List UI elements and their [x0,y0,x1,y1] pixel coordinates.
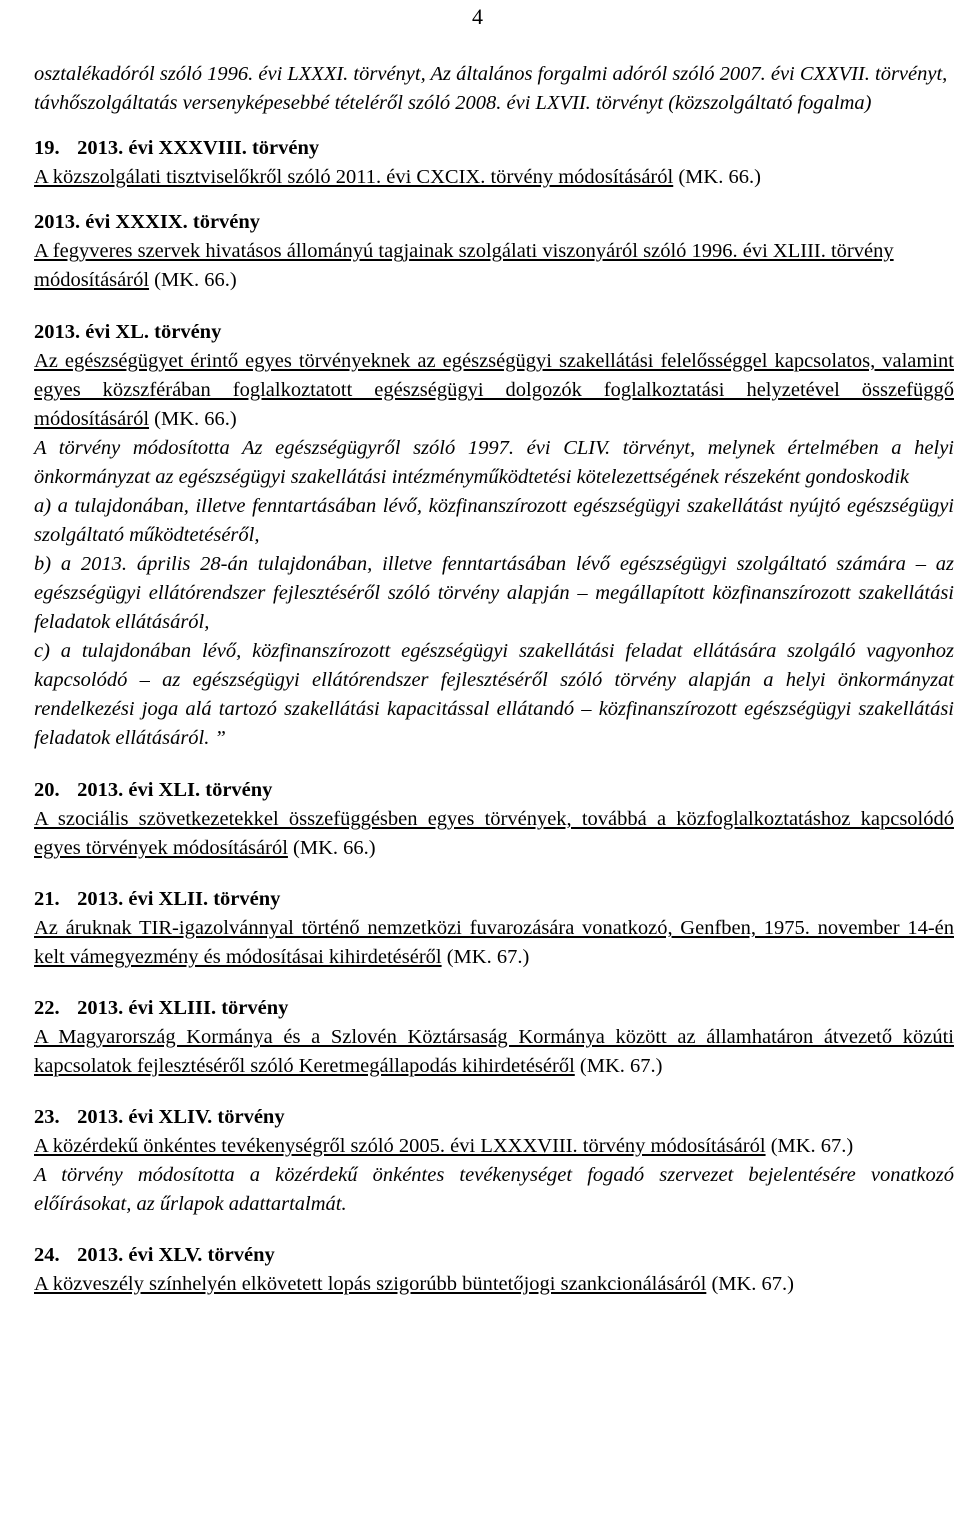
entry-number: 21. [34,888,60,910]
law-source: (MK. 66.) [673,166,761,188]
law-source: (MK. 67.) [706,1273,795,1295]
law-heading [34,1241,954,1270]
law-entry-xl [34,318,954,753]
law-entry-19 [34,134,954,192]
law-title: Az egészségügyet érintő egyes törvényeknek az egészségügyi szakellátási felelősséggel kapcsolatos, valamint egyes közszférában foglalkoztatott egészségügyi dolgozók foglalkoztatási helyzetével összefüggő módosításáról [34,350,954,430]
law-source: (MK. 67.) [441,946,530,968]
law-entry-xxxix [34,208,954,295]
law-title: A közérdekű önkéntes tevékenységről szóló 2005. évi LXXXVIII. törvény módosításáról [34,1135,766,1157]
law-title: A közveszély színhelyén elkövetett lopás szigorúbb büntetőjogi szankcionálásáról [34,1273,707,1295]
law-source: (MK. 66.) [149,408,237,430]
law-heading-text: 2013. évi XLV. törvény [77,1244,275,1266]
law-entry-23 [34,1103,954,1219]
entry-number: 19. [34,137,60,159]
law-heading [34,994,954,1023]
law-title: A fegyveres szervek hivatásos állományú tagjainak szolgálati viszonyáról szóló 1996. évi XLIII. törvény módosításáról [34,240,894,291]
law-heading-text: 2013. évi XLIII. törvény [77,997,289,1019]
entry-number: 24. [34,1244,60,1266]
law-note: A törvény módosította Az egészségügyről szóló 1997. évi CLIV. törvényt, melynek értelmében a helyi önkormányzat az egészségügyi szakellátási intézményműködtetési kötelezettségének részeként gondoskodik [34,437,954,488]
law-entry-22 [34,994,954,1081]
law-title: Az áruknak TIR-igazolvánnyal történő nemzetközi fuvarozására vonatkozó, Genfben, 1975. november 14-én kelt vámegyezmény és módosításai kihirdetéséről [34,917,954,968]
document-body [34,60,954,1299]
law-heading-text: 2013. évi XXXIX. törvény [34,211,261,233]
law-note-b: b) a 2013. április 28-án tulajdonában, illetve fenntartásában lévő egészségügyi szolgáltató számára – az egészségügyi ellátórendszer fejlesztéséről szóló törvény alapján – megállapított közfinanszírozott szakellátási feladatok ellátásáról, [34,553,954,633]
law-heading [34,885,954,914]
law-heading-text: 2013. évi XL. törvény [34,321,222,343]
intro-paragraph: osztalékadóról szóló 1996. évi LXXXI. törvényt, Az általános forgalmi adóról szóló 2007. évi CXXVII. törvényt, távhőszolgáltatás versenyképesebbé tételéről szóló 2008. évi LXVII. törvényt (közszolgáltató fogalma) [34,63,948,114]
law-entry-24 [34,1241,954,1299]
law-title: A közszolgálati tisztviselőkről szóló 2011. évi CXCIX. törvény módosításáról [34,166,674,188]
law-heading [34,1103,954,1132]
law-heading-text: 2013. évi XXXVIII. törvény [77,137,320,159]
law-title: A Magyarország Kormánya és a Szlovén Köztársaság Kormánya között az államhatáron átvezető közúti kapcsolatok fejlesztéséről szóló Keretmegállapodás kihirdetéséről [34,1026,954,1077]
law-entry-20 [34,776,954,863]
law-note-c: c) a tulajdonában lévő, közfinanszírozott egészségügyi szakellátási feladat ellátására szolgáló vagyonhoz kapcsolódó – az egészségügyi ellátórendszer fejlesztéséről szóló törvény alapján a helyi önkormányzat rendelkezési joga alá tartozó szakellátási kapacitással ellátandó – közfinanszírozott egészségügyi szakellátási feladatok ellátásáról. ” [34,640,954,749]
entry-number: 23. [34,1106,60,1128]
law-source: (MK. 66.) [149,269,237,291]
law-source: (MK. 67.) [574,1055,663,1077]
page-number: 4 [472,4,483,29]
law-entry-21 [34,885,954,972]
law-note-a: a) a tulajdonában, illetve fenntartásában lévő, közfinanszírozott egészségügyi szakellátást nyújtó egészségügyi szolgáltató működtetéséről, [34,495,954,546]
entry-number: 22. [34,997,60,1019]
law-source: (MK. 67.) [765,1135,854,1157]
law-heading-text: 2013. évi XLI. törvény [77,779,273,801]
entry-number: 20. [34,779,60,801]
law-note: A törvény módosította a közérdekű önkéntes tevékenységet fogadó szervezet bejelentésére vonatkozó előírásokat, az űrlapok adattartalmát. [34,1164,954,1215]
law-heading [34,134,954,163]
law-heading-text: 2013. évi XLIV. törvény [77,1106,285,1128]
law-title: A szociális szövetkezetekkel összefüggésben egyes törvények, továbbá a közfoglalkoztatáshoz kapcsolódó egyes törvények módosításáról [34,808,954,859]
law-heading-text: 2013. évi XLII. törvény [77,888,281,910]
law-heading [34,776,954,805]
law-source: (MK. 66.) [287,837,376,859]
